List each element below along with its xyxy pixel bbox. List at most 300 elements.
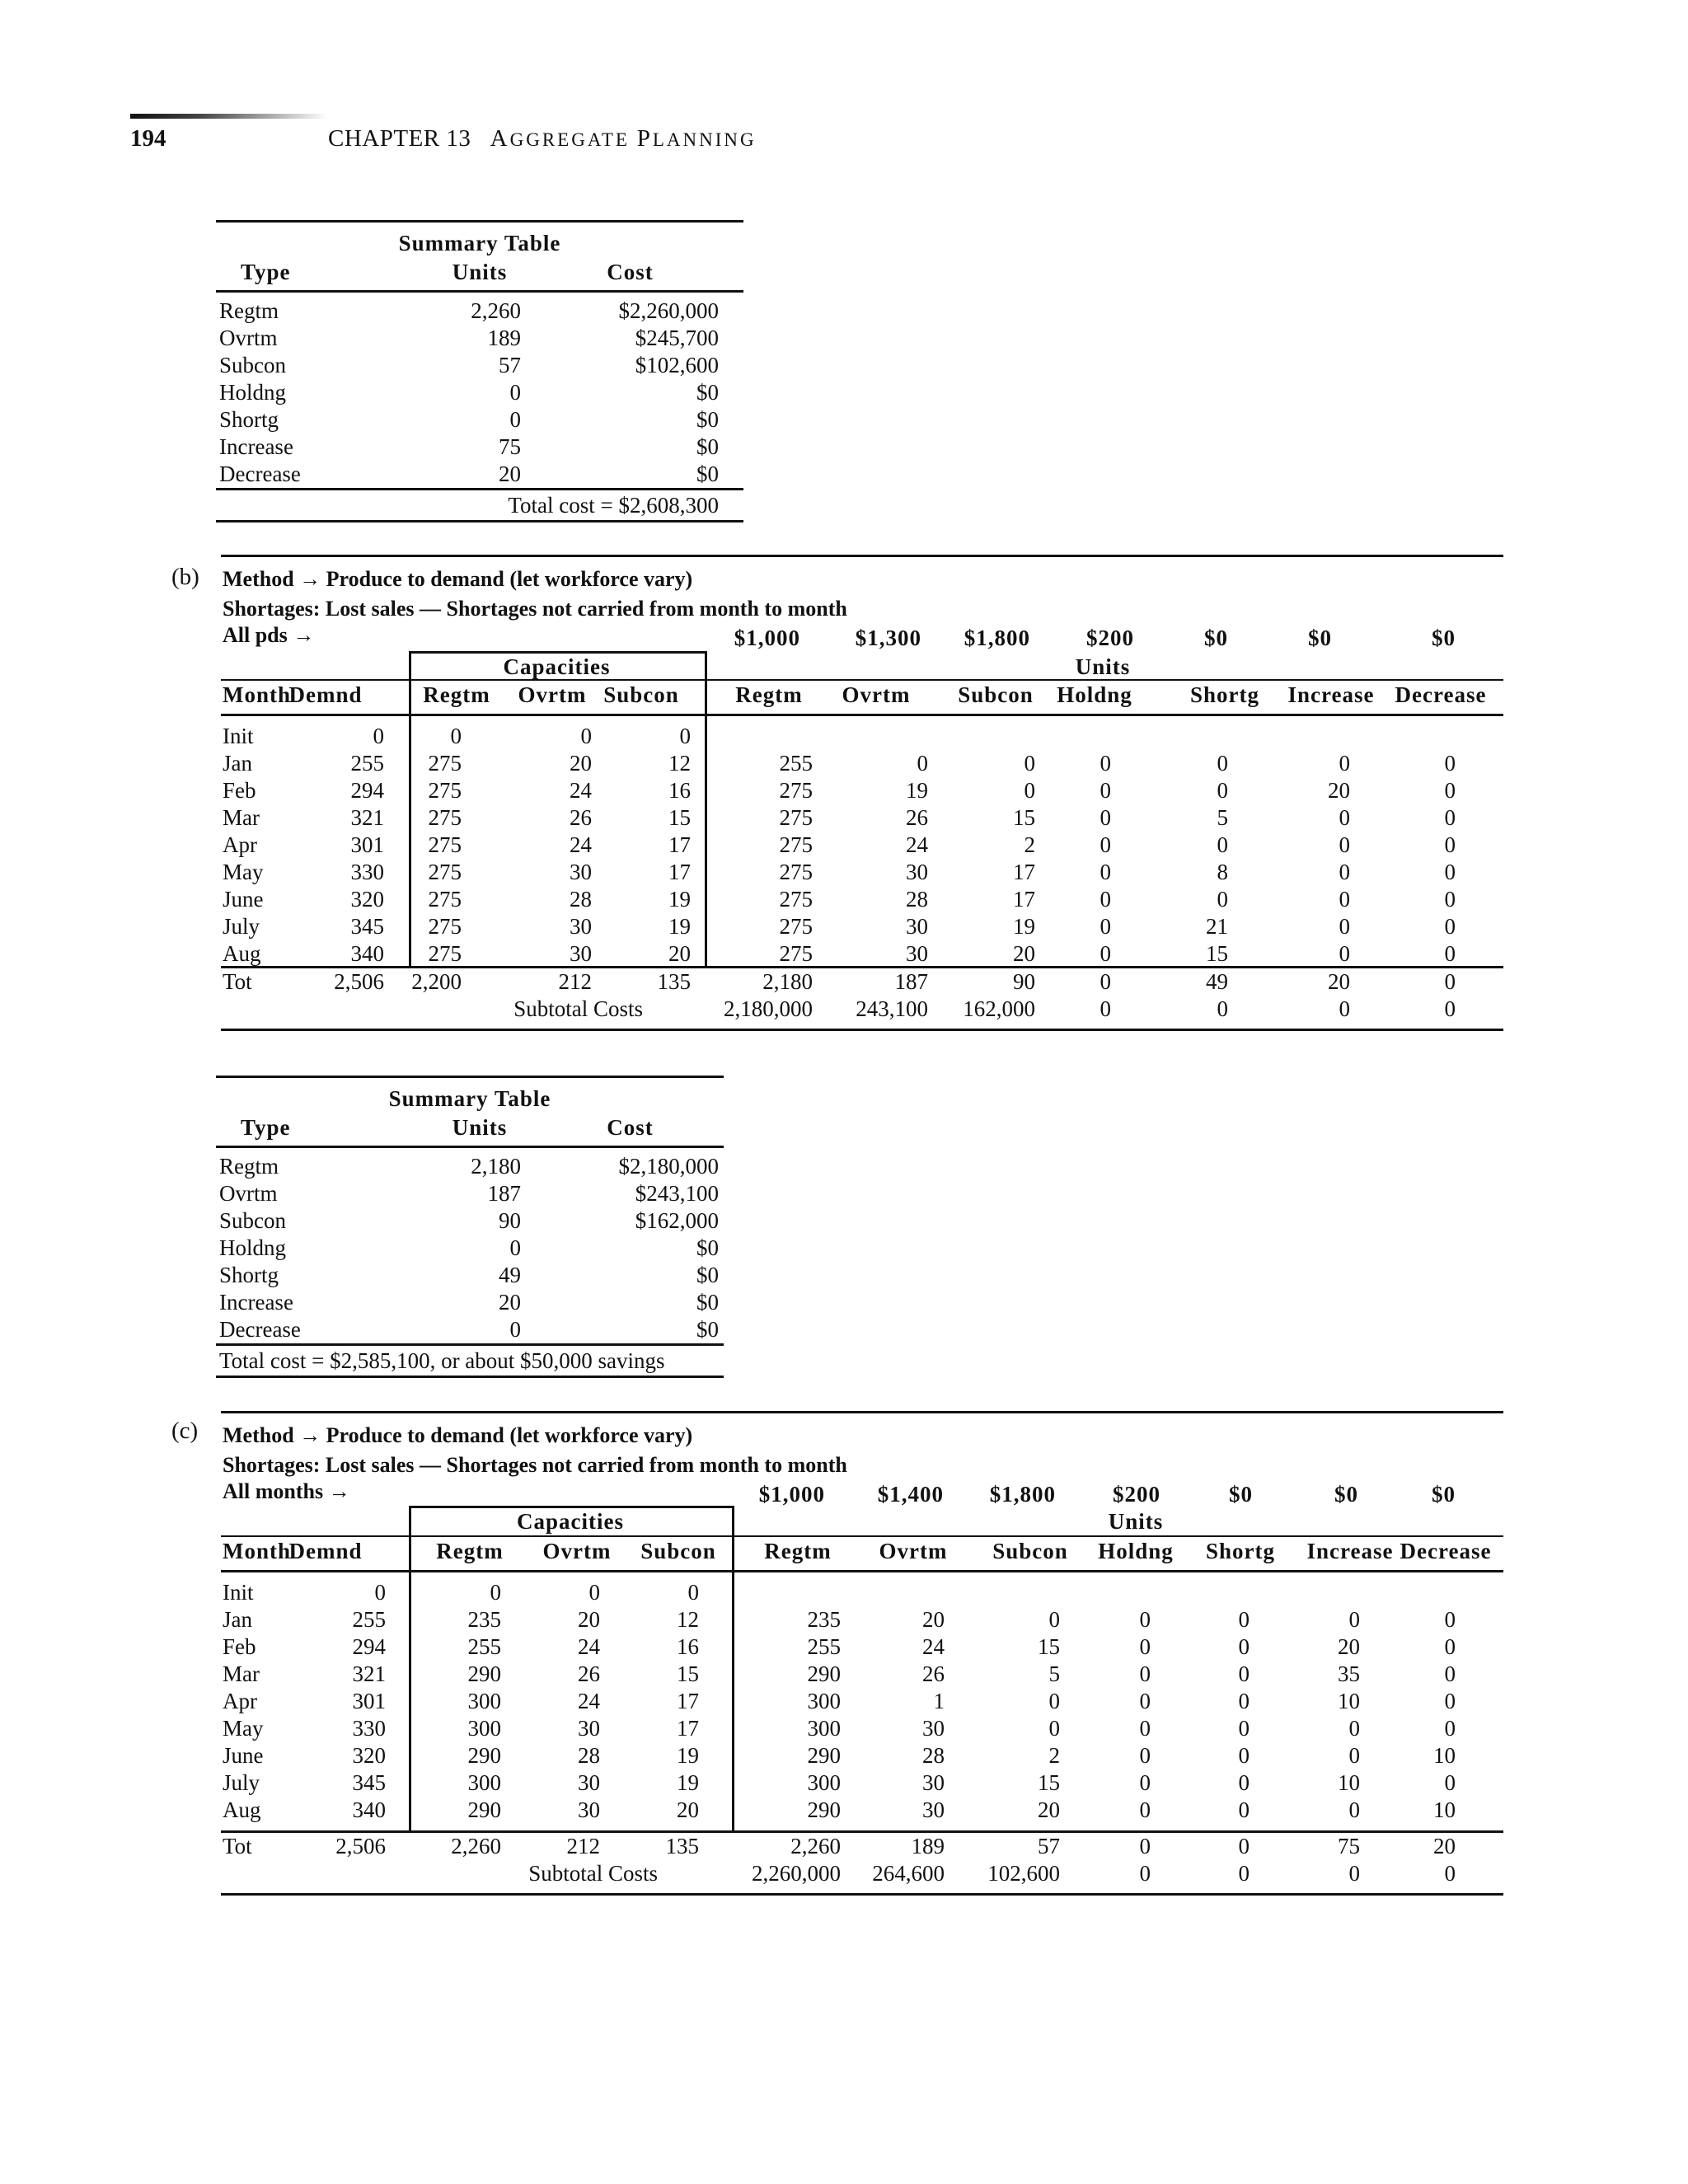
cell: 300 [467, 1689, 501, 1713]
shortages-line: Shortages: Lost sales — Shortages not carried from month to month [223, 597, 847, 621]
summary-type: Regtm [219, 298, 279, 323]
cell: 0 [1100, 860, 1111, 884]
cell: 2 [1024, 832, 1035, 857]
summary-cost: $0 [696, 380, 719, 405]
cell: 300 [467, 1716, 501, 1741]
cell: 275 [428, 751, 462, 776]
cell: 17 [668, 832, 691, 857]
summary-cost: $245,700 [635, 326, 719, 350]
column-header: Ovrtm [542, 1539, 612, 1563]
cell: 0 [1139, 1716, 1151, 1741]
cell: 275 [779, 914, 813, 939]
cell: 275 [779, 832, 813, 857]
cell: 0 [1444, 941, 1456, 966]
summary-units: 0 [509, 380, 521, 405]
cell: 0 [1339, 941, 1350, 966]
cell: 19 [677, 1743, 699, 1768]
column-header: Ovrtm [842, 682, 911, 707]
summary-row [216, 1235, 724, 1262]
cell: 275 [428, 887, 462, 912]
cell: 20 [922, 1607, 945, 1632]
cell: 290 [807, 1797, 841, 1822]
summary-cost: $0 [696, 1290, 719, 1315]
row-month: May [223, 1716, 264, 1741]
totals-rule [221, 966, 1503, 968]
total-cell: 2,260 [451, 1834, 501, 1858]
summary-row [216, 352, 743, 379]
summary-body [216, 1148, 724, 1343]
cell: 30 [570, 941, 592, 966]
cell: 0 [1348, 1743, 1360, 1768]
summary-type: Decrease [219, 462, 301, 486]
summary-cost: $2,180,000 [618, 1154, 719, 1179]
cell: 294 [352, 1634, 386, 1659]
summary-body [216, 293, 743, 488]
cell: 255 [807, 1634, 841, 1659]
cell: 0 [588, 1580, 600, 1605]
part-b-label: (b) [171, 564, 199, 590]
method-line: Method → Produce to demand (let workforce vary) [223, 567, 693, 591]
capacities-label: Capacities [517, 1509, 624, 1534]
cell: 0 [1348, 1607, 1360, 1632]
cell: 28 [906, 887, 928, 912]
cell: 0 [1444, 1770, 1456, 1795]
column-header: Demnd [288, 1539, 363, 1563]
total-cell: 212 [566, 1834, 600, 1858]
total-cell: 2,200 [411, 969, 462, 994]
summary-table-b [216, 1076, 724, 1378]
summary-row [216, 298, 743, 325]
cell: 0 [1339, 832, 1350, 857]
row-month: Apr [223, 832, 257, 857]
cell: 275 [428, 860, 462, 884]
cell: 275 [779, 941, 813, 966]
column-header: Holdng [1098, 1539, 1174, 1563]
cell: 15 [1013, 805, 1035, 830]
cell: 301 [350, 832, 384, 857]
summary-type: Ovrtm [219, 1181, 278, 1206]
summary-row [216, 434, 743, 461]
unit-cost: $1,400 [877, 1482, 944, 1507]
cell: 0 [1444, 1634, 1456, 1659]
cell: 5 [1048, 1661, 1060, 1686]
bottom-rule [221, 1893, 1503, 1896]
cell: 30 [922, 1770, 945, 1795]
cell: 10 [1433, 1743, 1456, 1768]
part-b-table [221, 555, 1503, 1027]
column-header: Shortg [1205, 1539, 1275, 1563]
total-cell: 90 [1013, 969, 1035, 994]
cell: 255 [779, 751, 813, 776]
unit-cost: $200 [1086, 626, 1134, 650]
summary-units: 2,180 [471, 1154, 521, 1179]
cell: 255 [352, 1607, 386, 1632]
total-cell: 20 [1433, 1834, 1456, 1858]
column-header: Ovrtm [518, 682, 587, 707]
row-month: Init [223, 1580, 254, 1605]
column-header: Increase [1306, 1539, 1394, 1563]
cell: 235 [807, 1607, 841, 1632]
cell: 28 [570, 887, 592, 912]
summary-row [216, 1207, 724, 1235]
unit-cost: $0 [1229, 1482, 1253, 1507]
subtotal-cell: 0 [1217, 996, 1228, 1021]
subtotal-label: Subtotal Costs [513, 996, 643, 1021]
cell: 19 [1013, 914, 1035, 939]
col-cost-header: Cost [607, 1115, 654, 1140]
cell: 0 [1444, 1716, 1456, 1741]
summary-units: 189 [487, 326, 521, 350]
column-header: Regtm [735, 682, 803, 707]
cell: 0 [1139, 1689, 1151, 1713]
unit-cost: $1,000 [734, 626, 800, 650]
cell: 0 [1238, 1689, 1250, 1713]
cell: 275 [779, 887, 813, 912]
unit-cost: $0 [1432, 1482, 1456, 1507]
summary-title: Summary Table [398, 231, 561, 255]
unit-cost: $200 [1113, 1482, 1160, 1507]
cell: 0 [1238, 1743, 1250, 1768]
summary-row [216, 325, 743, 352]
summary-type: Increase [219, 1290, 293, 1315]
col-cost-header: Cost [607, 260, 654, 284]
summary-row [216, 1180, 724, 1207]
subtotal-cell: 243,100 [856, 996, 928, 1021]
chapter-heading [328, 125, 757, 152]
cell: 290 [807, 1743, 841, 1768]
cell: 0 [1444, 1661, 1456, 1686]
cell: 10 [1338, 1689, 1360, 1713]
summary-type: Holdng [219, 1235, 286, 1260]
cell: 0 [1217, 832, 1228, 857]
column-header: Decrease [1395, 682, 1487, 707]
cell: 0 [1139, 1797, 1151, 1822]
cell: 0 [1444, 805, 1456, 830]
cell: 345 [350, 914, 384, 939]
subtotal-cell: 0 [1238, 1861, 1250, 1886]
cell: 0 [1238, 1797, 1250, 1822]
summary-type: Subcon [219, 1208, 286, 1233]
column-header: Subcon [958, 682, 1034, 707]
cell: 0 [1238, 1607, 1250, 1632]
summary-units: 2,260 [471, 298, 521, 323]
cell: 300 [807, 1770, 841, 1795]
cell: 0 [1100, 941, 1111, 966]
cell: 30 [570, 914, 592, 939]
cell: 35 [1338, 1661, 1360, 1686]
cell: 30 [922, 1797, 945, 1822]
cell: 12 [668, 751, 691, 776]
cell: 301 [352, 1689, 386, 1713]
summary-cost: $0 [696, 1263, 719, 1287]
subtotal-cell: 0 [1348, 1861, 1360, 1886]
column-header: Regtm [423, 682, 490, 707]
summary-title: Summary Table [388, 1086, 551, 1111]
cell: 0 [1444, 1607, 1456, 1632]
cell: 0 [1100, 887, 1111, 912]
cell: 275 [428, 778, 462, 803]
summary-cost: $162,000 [635, 1208, 719, 1233]
totals-rule [221, 1830, 1503, 1833]
row-month: Feb [223, 1634, 256, 1659]
cell: 0 [1238, 1634, 1250, 1659]
cell: 30 [570, 860, 592, 884]
row-month: Jan [223, 1607, 252, 1632]
row-month: Mar [223, 1661, 260, 1686]
cell: 0 [1139, 1743, 1151, 1768]
cell: 0 [1444, 832, 1456, 857]
column-header: Decrease [1400, 1539, 1492, 1563]
cell: 0 [1139, 1634, 1151, 1659]
cell: 15 [677, 1661, 699, 1686]
units-label: Units [1108, 1509, 1164, 1534]
column-header: Demnd [288, 682, 363, 707]
cell: 0 [373, 724, 384, 748]
cell: 0 [1048, 1607, 1060, 1632]
cell: 28 [578, 1743, 600, 1768]
total-label: Tot [223, 969, 252, 994]
cell: 330 [352, 1716, 386, 1741]
subtotal-cell: 0 [1444, 996, 1456, 1021]
unit-cost: $0 [1334, 1482, 1358, 1507]
col-type-header: Type [241, 1115, 291, 1140]
cell: 300 [467, 1770, 501, 1795]
summary-units: 75 [499, 434, 521, 459]
cell: 0 [917, 751, 928, 776]
row-month: June [223, 1743, 264, 1768]
summary-units: 0 [509, 1317, 521, 1342]
cell: 290 [467, 1797, 501, 1822]
chapter-title: AGGREGATE PLANNING [490, 125, 757, 152]
summary-cost: $243,100 [635, 1181, 719, 1206]
cell: 330 [350, 860, 384, 884]
cell: 20 [1038, 1797, 1060, 1822]
summary-units: 90 [499, 1208, 521, 1233]
total-cell: 189 [911, 1834, 945, 1858]
cell: 275 [428, 941, 462, 966]
subtotal-cell: 0 [1139, 1861, 1151, 1886]
cell: 5 [1217, 805, 1228, 830]
total-cell: 2,506 [334, 969, 384, 994]
cell: 26 [570, 805, 592, 830]
cell: 12 [677, 1607, 699, 1632]
cell: 19 [668, 887, 691, 912]
row-month: June [223, 887, 264, 912]
total-cell: 2,180 [762, 969, 813, 994]
summary-cost: $2,260,000 [618, 298, 719, 323]
header-top-rule [221, 1535, 1503, 1537]
unit-cost: $1,300 [855, 626, 921, 650]
cell: 340 [350, 941, 384, 966]
subtotal-cell: 0 [1339, 996, 1350, 1021]
cell: 30 [922, 1716, 945, 1741]
total-cell: 135 [665, 1834, 699, 1858]
cell: 0 [1217, 887, 1228, 912]
cell: 275 [779, 805, 813, 830]
cell: 290 [467, 1743, 501, 1768]
cell: 0 [1217, 778, 1228, 803]
row-month: Init [223, 724, 254, 748]
cell: 0 [1444, 887, 1456, 912]
cell: 0 [1048, 1716, 1060, 1741]
cell: 0 [1100, 751, 1111, 776]
cell: 0 [687, 1580, 699, 1605]
summary-cost: $102,600 [635, 353, 719, 377]
summary-cost: $0 [696, 462, 719, 486]
unit-cost: $1,000 [758, 1482, 825, 1507]
summary-row [216, 1289, 724, 1316]
summary-type: Decrease [219, 1317, 301, 1342]
column-header: Regtm [764, 1539, 832, 1563]
column-header: Shortg [1189, 682, 1259, 707]
summary-header-row [216, 259, 743, 293]
summary-type: Regtm [219, 1154, 279, 1179]
cell: 0 [1048, 1689, 1060, 1713]
cell: 0 [1217, 751, 1228, 776]
cell: 8 [1217, 860, 1228, 884]
cell: 15 [1038, 1770, 1060, 1795]
cell: 340 [352, 1797, 386, 1822]
cell: 1 [933, 1689, 945, 1713]
cell: 16 [677, 1634, 699, 1659]
cell: 0 [679, 724, 691, 748]
summary-type: Increase [219, 434, 293, 459]
cell: 2 [1048, 1743, 1060, 1768]
cell: 0 [1238, 1770, 1250, 1795]
column-header: Increase [1287, 682, 1375, 707]
row-month: July [223, 914, 260, 939]
all-periods-label: All pds → [223, 623, 315, 647]
cell: 20 [570, 751, 592, 776]
subtotal-cell: 264,600 [872, 1861, 945, 1886]
col-type-header: Type [241, 260, 291, 284]
cell: 19 [668, 914, 691, 939]
cell: 16 [668, 778, 691, 803]
cell: 30 [578, 1716, 600, 1741]
cell: 20 [1013, 941, 1035, 966]
cell: 345 [352, 1770, 386, 1795]
cell: 290 [807, 1661, 841, 1686]
summary-type: Ovrtm [219, 326, 278, 350]
summary-total: Total cost = $2,585,100, or about $50,000 savings [216, 1343, 724, 1376]
total-cell: 0 [1444, 969, 1456, 994]
cell: 235 [467, 1607, 501, 1632]
total-cell: 0 [1100, 969, 1111, 994]
cell: 20 [1338, 1634, 1360, 1659]
cell: 20 [1328, 778, 1350, 803]
total-cell: 0 [1139, 1834, 1151, 1858]
shortages-line: Shortages: Lost sales — Shortages not carried from month to month [223, 1453, 847, 1477]
summary-row [216, 1153, 724, 1180]
summary-row [216, 406, 743, 434]
cell: 20 [677, 1797, 699, 1822]
total-cell: 0 [1238, 1834, 1250, 1858]
cell: 0 [1100, 832, 1111, 857]
col-units-header: Units [452, 1115, 508, 1140]
cell: 255 [350, 751, 384, 776]
column-header: Ovrtm [879, 1539, 948, 1563]
cell: 0 [1024, 778, 1035, 803]
cell: 10 [1433, 1797, 1456, 1822]
cell: 24 [578, 1634, 600, 1659]
cell: 321 [350, 805, 384, 830]
cell: 321 [352, 1661, 386, 1686]
row-month: May [223, 860, 264, 884]
cell: 17 [1013, 860, 1035, 884]
cell: 26 [578, 1661, 600, 1686]
cell: 0 [1339, 887, 1350, 912]
column-header: Month [223, 682, 292, 707]
summary-units: 187 [487, 1181, 521, 1206]
method-line: Method → Produce to demand (let workforce vary) [223, 1423, 693, 1447]
unit-cost: $0 [1204, 626, 1228, 650]
cell: 30 [906, 941, 928, 966]
summary-units: 20 [499, 462, 521, 486]
total-cell: 187 [894, 969, 928, 994]
col-units-header: Units [452, 260, 508, 284]
summary-total: Total cost = $2,608,300 [216, 488, 743, 520]
cell: 0 [1444, 1689, 1456, 1713]
total-cell: 57 [1038, 1834, 1060, 1858]
row-month: Mar [223, 805, 260, 830]
header-bottom-rule [221, 1570, 1503, 1572]
summary-type: Holdng [219, 380, 286, 405]
cell: 10 [1338, 1770, 1360, 1795]
cell: 0 [1444, 860, 1456, 884]
summary-units: 57 [499, 353, 521, 377]
summary-type: Shortg [219, 407, 279, 432]
cell: 26 [922, 1661, 945, 1686]
cell: 0 [1444, 778, 1456, 803]
cell: 0 [1444, 914, 1456, 939]
cell: 0 [1348, 1716, 1360, 1741]
unit-cost: $1,800 [964, 626, 1030, 650]
summary-cost: $0 [696, 1317, 719, 1342]
header-bottom-rule [221, 714, 1503, 716]
total-cell: 20 [1328, 969, 1350, 994]
cell: 19 [906, 778, 928, 803]
cell: 28 [922, 1743, 945, 1768]
total-label: Tot [223, 1834, 252, 1858]
cell: 24 [578, 1689, 600, 1713]
cell: 0 [1339, 860, 1350, 884]
cell: 320 [352, 1743, 386, 1768]
units-label: Units [1075, 654, 1131, 679]
summary-cost: $0 [696, 407, 719, 432]
cell: 17 [677, 1689, 699, 1713]
column-header: Subcon [640, 1539, 716, 1563]
total-cell: 135 [657, 969, 691, 994]
summary-cost: $0 [696, 434, 719, 459]
chapter-number: CHAPTER 13 [328, 125, 471, 152]
capacities-box-top [409, 1506, 732, 1508]
cell: 0 [1339, 751, 1350, 776]
summary-type: Shortg [219, 1263, 279, 1287]
row-month: Aug [223, 1797, 261, 1822]
column-header: Subcon [603, 682, 679, 707]
bottom-rule [221, 1029, 1503, 1031]
cell: 0 [1139, 1770, 1151, 1795]
part-c-label: (c) [171, 1418, 199, 1444]
cell: 26 [906, 805, 928, 830]
total-cell: 2,260 [790, 1834, 841, 1858]
cell: 24 [922, 1634, 945, 1659]
total-cell: 49 [1206, 969, 1228, 994]
header-rule [130, 114, 328, 119]
summary-units: 49 [499, 1263, 521, 1287]
total-cell: 212 [558, 969, 592, 994]
cell: 24 [906, 832, 928, 857]
